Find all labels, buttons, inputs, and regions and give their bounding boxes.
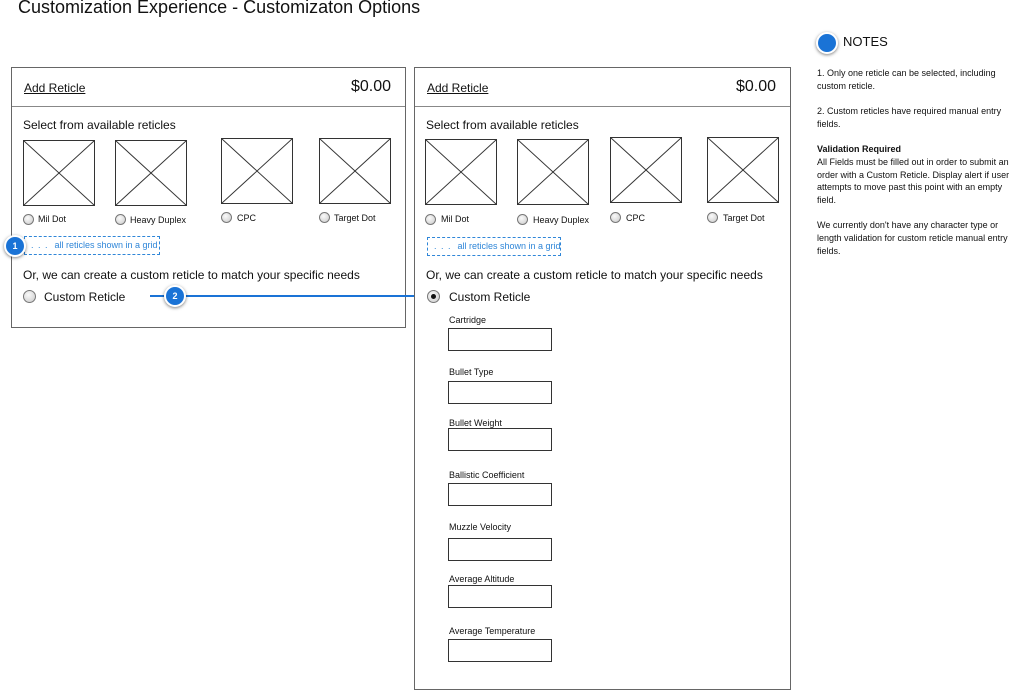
price-display: $0.00 <box>735 78 776 95</box>
note-validation <box>817 143 1022 206</box>
grid-note <box>24 236 160 255</box>
label-cpc: CPC <box>626 213 646 223</box>
radio-mil-dot[interactable] <box>23 214 34 225</box>
label-ballistic-coefficient: Ballistic Coefficient <box>449 470 525 480</box>
notes-title: NOTES <box>843 34 888 49</box>
radio-target-dot[interactable] <box>707 212 718 223</box>
right-panel-header <box>415 68 790 107</box>
annotation-badge-1: 1 <box>4 235 26 257</box>
label-average-temperature: Average Temperature <box>449 626 536 636</box>
label-heavy-duplex: Heavy Duplex <box>533 215 590 225</box>
label-bullet-type: Bullet Type <box>449 367 494 377</box>
input-bullet-weight[interactable] <box>448 428 552 451</box>
radio-mil-dot[interactable] <box>425 214 436 225</box>
reticle-image-mil-dot[interactable] <box>425 139 497 205</box>
left-panel-header <box>12 68 405 107</box>
add-reticle-link[interactable]: Add Reticle <box>427 81 489 95</box>
price-display: $0.00 <box>350 78 391 95</box>
label-mil-dot: Mil Dot <box>38 214 67 224</box>
validation-heading: Validation Required <box>817 144 902 155</box>
input-average-altitude[interactable] <box>448 585 552 608</box>
label-cpc: CPC <box>237 213 257 223</box>
page-title: Customization Experience - Customizaton Options <box>18 0 421 17</box>
radio-cpc[interactable] <box>221 212 232 223</box>
annotation-badge-2: 2 <box>164 285 186 307</box>
custom-reticle-description: Or, we can create a custom reticle to match your specific needs <box>426 268 763 282</box>
input-cartridge[interactable] <box>448 328 552 351</box>
label-custom-reticle: Custom Reticle <box>44 290 126 304</box>
input-muzzle-velocity[interactable] <box>448 538 552 561</box>
label-cartridge: Cartridge <box>449 315 487 325</box>
grid-note-dots: . . . <box>31 240 49 250</box>
label-mil-dot: Mil Dot <box>441 214 470 224</box>
label-heavy-duplex: Heavy Duplex <box>130 215 187 225</box>
grid-note-text: all reticles shown in a grid <box>54 240 158 250</box>
select-reticles-label: Select from available reticles <box>23 118 176 132</box>
radio-heavy-duplex[interactable] <box>115 214 126 225</box>
input-average-temperature[interactable] <box>448 639 552 662</box>
custom-reticle-description: Or, we can create a custom reticle to match your specific needs <box>23 268 360 282</box>
label-bullet-weight: Bullet Weight <box>449 418 502 428</box>
note-final: We currently don't have any character type or length validation for custom reticle manual entry fields. <box>817 220 1008 256</box>
radio-custom-reticle[interactable] <box>23 290 36 303</box>
input-ballistic-coefficient[interactable] <box>448 483 552 506</box>
right-panel <box>414 67 791 690</box>
notes-panel <box>817 67 1022 270</box>
validation-text: All Fields must be filled out in order to submit an order with a Custom Reticle. Display alert if user attempts to move past this point with an empty field. <box>817 156 1010 205</box>
radio-cpc[interactable] <box>610 212 621 223</box>
notes-circle-icon <box>816 32 838 54</box>
reticle-image-target-dot[interactable] <box>707 137 779 203</box>
reticle-image-cpc[interactable] <box>221 138 293 204</box>
reticle-image-mil-dot[interactable] <box>23 140 95 206</box>
radio-heavy-duplex[interactable] <box>517 214 528 225</box>
note-item-1: 1. Only one reticle can be selected, including custom reticle. <box>817 68 996 91</box>
add-reticle-link[interactable]: Add Reticle <box>24 81 86 95</box>
radio-custom-reticle-selected[interactable] <box>427 290 440 303</box>
select-reticles-label: Select from available reticles <box>426 118 579 132</box>
label-target-dot: Target Dot <box>334 213 376 223</box>
input-bullet-type[interactable] <box>448 381 552 404</box>
reticle-image-cpc[interactable] <box>610 137 682 203</box>
grid-note-dots: . . . <box>434 241 452 251</box>
label-average-altitude: Average Altitude <box>449 574 515 584</box>
reticle-image-target-dot[interactable] <box>319 138 391 204</box>
grid-note-text: all reticles shown in a grid <box>457 241 561 251</box>
label-custom-reticle: Custom Reticle <box>449 290 531 304</box>
label-muzzle-velocity: Muzzle Velocity <box>449 522 512 532</box>
reticle-image-heavy-duplex[interactable] <box>517 139 589 205</box>
grid-note <box>427 237 561 256</box>
note-item-2: 2. Custom reticles have required manual entry fields. <box>817 106 1002 129</box>
radio-target-dot[interactable] <box>319 212 330 223</box>
reticle-image-heavy-duplex[interactable] <box>115 140 187 206</box>
label-target-dot: Target Dot <box>723 213 765 223</box>
